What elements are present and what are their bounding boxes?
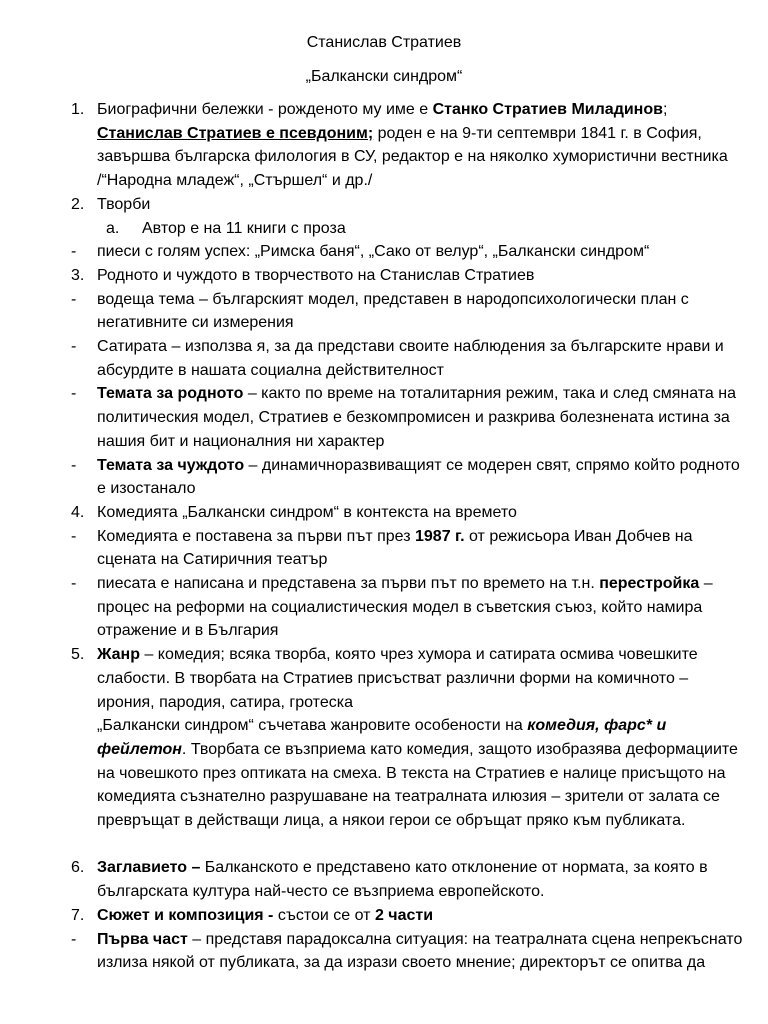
text: Автор е на 11 книги с проза [142, 219, 346, 237]
text: . Творбата се възприема като комедия, защото изобразява деформациите на човешкото през оптиката на смеха. В текста на Стратиев е налице присъщото на комедията съзнателно разрушаване на театралната илюзия – зрители от залата се превръщат в действащи лица, а някои герои се обръщат пряко към публиката. [97, 740, 738, 830]
dash-marker: - [71, 575, 77, 593]
text: от режисьора Иван Добчев на сцената на Сатиричния театър [97, 527, 693, 569]
bold-text: Станко Стратиев Миладинов [432, 101, 663, 118]
text: Биографични бележки - рожденото му име е [97, 101, 433, 118]
text: – комедия; всяка творба, която чрез хумора и сатирата осмива човешките слабости. В творбата на Стратиев присъстват различни форми на комичното – ирония, пародия, сатира, гротеска [97, 646, 698, 711]
underlined-bold-text: Станислав Стратиев е псевдоним; [97, 124, 374, 142]
text: – динамичноразвиващият се модерен свят, спрямо който родното е изостанало [97, 456, 740, 498]
text: – както по време на тоталитарния режим, така и след смяната на политическия модел, Стратиев е безкомпромисен и разкрива болезнената истина за нашия бит и националния ни характер [97, 385, 736, 450]
text: „Балкански синдром“ съчетава жанровите особености на [97, 717, 528, 735]
bold-text: 1987 г. [415, 527, 465, 545]
list-marker: 5. [71, 646, 85, 664]
dash-item [66, 240, 746, 264]
bold-text: Първа част [97, 930, 188, 948]
text: водеща тема – българският модел, представен в народопсихологически план с негативните си измерения [97, 290, 689, 332]
dash-marker: - [71, 290, 77, 308]
dash-marker: - [71, 930, 77, 948]
text: пиесата е написана и представена за първи път по времето на т.н. [97, 575, 600, 593]
text: Творби [97, 195, 151, 213]
text: ; [662, 101, 668, 118]
list-item-plot [66, 904, 746, 928]
document-body [66, 98, 746, 975]
text: – процес на реформи на социалистическия модел в съветския съюз, който намира отражение и в България [97, 575, 713, 640]
list-marker: 6. [71, 859, 85, 877]
list-marker: 7. [71, 906, 85, 924]
text: състои се от [273, 906, 375, 924]
dash-item [66, 288, 746, 335]
list-item-genre [66, 643, 746, 714]
list-item-biography [66, 98, 746, 193]
dash-item [66, 572, 746, 643]
bold-text: Темата за чуждото [97, 456, 245, 474]
bold-text: Сюжет и композиция - [97, 906, 274, 924]
list-marker: 4. [71, 503, 85, 521]
bold-text: Темата за родното [97, 385, 244, 403]
list-item-native-foreign [66, 264, 746, 288]
author-name: Станислав Стратиев [306, 34, 462, 51]
text: Сатирата – използва я, за да представи своите наблюдения за българските нрави и абсурдите в нашата социална действителност [97, 338, 724, 379]
dash-item [66, 928, 746, 975]
dash-item [66, 454, 746, 501]
list-item-context [66, 501, 746, 525]
work-title: „Балкански синдром“ [305, 68, 463, 85]
bold-text: Жанр [97, 646, 140, 664]
text: Комедията „Балкански синдром“ в контекста на времето [97, 503, 517, 521]
dash-marker: - [71, 385, 77, 403]
dash-marker: - [71, 527, 77, 545]
dash-item [66, 335, 746, 382]
text: – представя парадоксална ситуация: на театралната сцена непрекъснато излиза някой от публиката, за да изрази своето мнение; директорът се опитва да [97, 930, 743, 972]
dash-marker: - [71, 243, 77, 261]
sublist-item [66, 217, 746, 241]
list-marker: 3. [71, 266, 85, 284]
bold-text: 2 части [374, 906, 434, 924]
text: Родното и чуждото в творчеството на Станислав Стратиев [97, 266, 535, 284]
bold-text: перестройка [599, 575, 700, 593]
dash-item [66, 525, 746, 572]
list-marker: 1. [71, 101, 85, 118]
bold-text: Заглавието – [97, 859, 201, 877]
list-marker: 2. [71, 195, 85, 213]
text: Балканското е представено като отклонение от нормата, за която в българската култура най-често се възприема европейското. [97, 859, 708, 901]
text: пиеси с голям успех: „Римска баня“, „Сако от велур“, „Балкански синдром“ [97, 243, 650, 261]
dash-item [66, 382, 746, 453]
list-marker: a. [106, 219, 120, 237]
bold-italic-text: комедия, фарс* и фейлетон [97, 717, 667, 758]
genre-paragraph [66, 714, 746, 833]
dash-marker: - [71, 338, 77, 356]
text: роден е на 9-ти септември 1841 г. в София, завършва българска филология в СУ, редактор е на няколко хумористични вестника /“Народна младеж“, „Стършел“ и др./ [97, 124, 728, 190]
list-item-works [66, 193, 746, 217]
text: Комедията е поставена за първи път през [97, 527, 415, 545]
blank-line [66, 833, 746, 857]
list-item-title [66, 856, 746, 903]
dash-marker: - [71, 456, 77, 474]
